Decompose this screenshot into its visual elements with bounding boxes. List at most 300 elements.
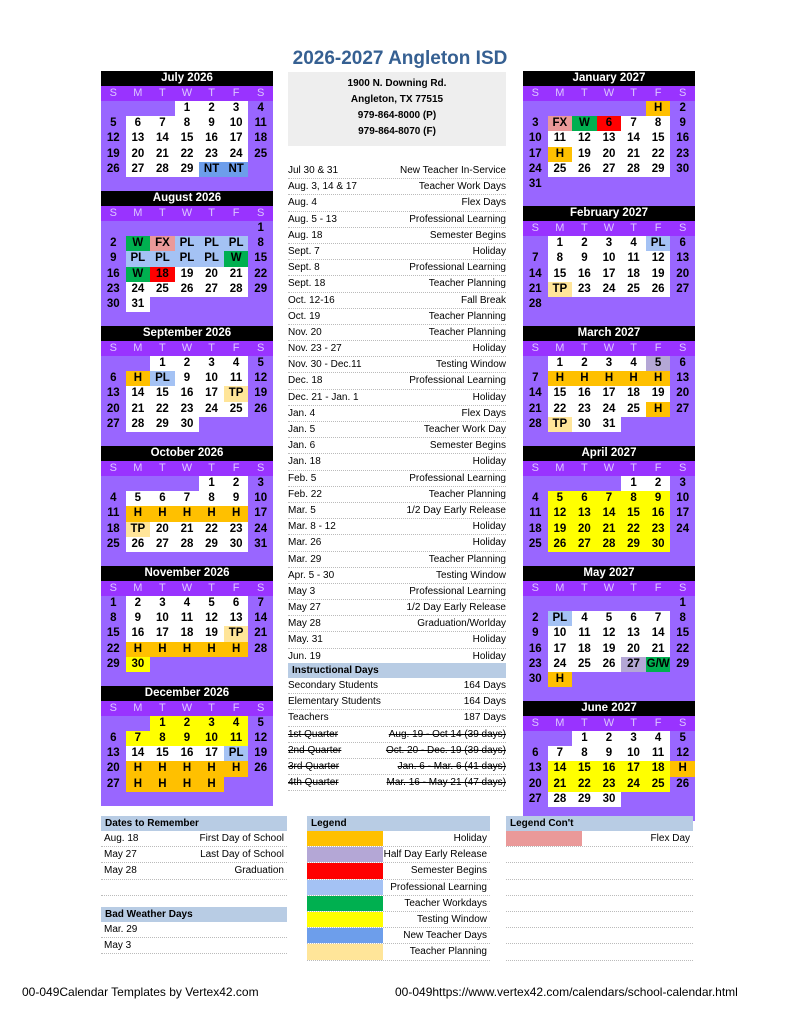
day-cell[interactable]: 16 — [528, 642, 542, 655]
day-cell-marked[interactable]: 8 — [150, 731, 175, 746]
day-cell[interactable]: 19 — [646, 386, 671, 401]
day-cell-marked[interactable]: PL — [646, 236, 671, 251]
day-cell[interactable]: 2 — [224, 476, 249, 491]
day-cell[interactable]: 9 — [126, 611, 151, 626]
day-cell-marked[interactable]: H — [224, 761, 249, 776]
day-cell[interactable]: 1 — [199, 476, 224, 491]
day-cell-marked[interactable]: H — [175, 506, 200, 521]
day-cell-marked[interactable]: H — [175, 777, 200, 792]
day-cell[interactable]: 25 — [621, 402, 646, 417]
day-cell[interactable]: 18 — [621, 267, 646, 282]
day-cell[interactable]: 23 — [199, 147, 224, 162]
day-cell-marked[interactable]: 21 — [548, 777, 573, 792]
day-cell[interactable]: 8 — [646, 116, 671, 131]
day-cell[interactable]: 18 — [254, 132, 268, 145]
day-cell-marked[interactable]: H — [199, 761, 224, 776]
day-cell-marked[interactable]: 13 — [572, 506, 597, 521]
day-cell-marked[interactable]: 9 — [175, 731, 200, 746]
day-cell[interactable]: 12 — [254, 372, 268, 385]
day-cell[interactable]: 28 — [621, 162, 646, 177]
day-cell-marked[interactable]: W — [572, 116, 597, 131]
day-cell[interactable]: 26 — [254, 402, 268, 415]
day-cell-marked[interactable]: H — [548, 147, 573, 162]
day-cell-marked[interactable]: PL — [150, 371, 175, 386]
day-cell-marked[interactable]: PL — [175, 236, 200, 251]
day-cell[interactable]: 8 — [110, 612, 117, 625]
day-cell[interactable]: 16 — [676, 132, 690, 145]
day-cell[interactable]: 12 — [199, 611, 224, 626]
day-cell[interactable]: 30 — [528, 672, 542, 685]
day-cell[interactable]: 29 — [254, 282, 268, 295]
day-cell-marked[interactable]: H — [224, 506, 249, 521]
day-cell[interactable]: 27 — [676, 402, 690, 415]
day-cell-marked[interactable]: H — [126, 777, 151, 792]
day-cell[interactable]: 6 — [621, 611, 646, 626]
day-cell[interactable]: 8 — [199, 491, 224, 506]
day-cell[interactable]: 16 — [175, 386, 200, 401]
day-cell[interactable]: 20 — [199, 267, 224, 282]
day-cell[interactable]: 28 — [175, 537, 200, 552]
day-cell[interactable]: 21 — [621, 147, 646, 162]
day-cell-marked[interactable]: TP — [224, 626, 249, 641]
day-cell[interactable]: 6 — [224, 596, 249, 611]
day-cell-marked[interactable]: 7 — [126, 731, 151, 746]
day-cell[interactable]: 8 — [548, 251, 573, 266]
day-cell[interactable]: 17 — [254, 507, 268, 520]
day-cell[interactable]: 5 — [257, 357, 264, 370]
day-cell[interactable]: 24 — [254, 522, 268, 535]
day-cell-marked[interactable]: 17 — [621, 761, 646, 776]
day-cell-marked[interactable]: 27 — [572, 537, 597, 552]
day-cell[interactable]: 18 — [175, 626, 200, 641]
day-cell[interactable]: 16 — [572, 267, 597, 282]
day-cell[interactable]: 4 — [224, 356, 249, 371]
day-cell[interactable]: 21 — [175, 522, 200, 537]
day-cell[interactable]: 12 — [646, 251, 671, 266]
day-cell-marked[interactable]: G/W — [646, 657, 671, 672]
day-cell[interactable]: 20 — [597, 147, 622, 162]
day-cell[interactable]: 2 — [646, 476, 671, 491]
day-cell[interactable]: 25 — [621, 282, 646, 297]
day-cell[interactable]: 19 — [254, 747, 268, 760]
day-cell[interactable]: 14 — [126, 746, 151, 761]
day-cell[interactable]: 12 — [572, 131, 597, 146]
day-cell-marked[interactable]: NT — [199, 162, 224, 177]
day-cell[interactable]: 25 — [224, 402, 249, 417]
day-cell-marked[interactable]: PL — [150, 251, 175, 266]
day-cell[interactable]: 26 — [676, 777, 690, 790]
day-cell-marked[interactable]: W — [126, 236, 151, 251]
day-cell[interactable]: 13 — [224, 611, 249, 626]
day-cell-marked[interactable]: H — [670, 761, 695, 776]
day-cell[interactable]: 7 — [548, 746, 573, 761]
day-cell[interactable]: 7 — [532, 252, 539, 265]
day-cell[interactable]: 30 — [676, 162, 690, 175]
day-cell[interactable]: 11 — [548, 131, 573, 146]
day-cell[interactable]: 28 — [254, 642, 268, 655]
day-cell[interactable]: 11 — [254, 117, 267, 130]
day-cell[interactable]: 20 — [676, 267, 690, 280]
day-cell[interactable]: 9 — [679, 117, 686, 130]
day-cell[interactable]: 22 — [106, 642, 120, 655]
day-cell[interactable]: 27 — [676, 282, 690, 295]
day-cell[interactable]: 28 — [224, 282, 249, 297]
day-cell[interactable]: 25 — [528, 537, 542, 550]
day-cell[interactable]: 2 — [175, 356, 200, 371]
day-cell[interactable]: 20 — [106, 762, 120, 775]
day-cell[interactable]: 27 — [199, 282, 224, 297]
day-cell[interactable]: 31 — [597, 417, 622, 432]
day-cell[interactable]: 2 — [110, 237, 117, 250]
day-cell[interactable]: 21 — [150, 147, 175, 162]
day-cell[interactable]: 25 — [548, 162, 573, 177]
day-cell[interactable]: 20 — [150, 522, 175, 537]
day-cell[interactable]: 9 — [532, 627, 539, 640]
day-cell[interactable]: 3 — [532, 117, 539, 130]
day-cell[interactable]: 15 — [175, 131, 200, 146]
day-cell-marked[interactable]: W — [224, 251, 249, 266]
day-cell[interactable]: 18 — [572, 642, 597, 657]
day-cell[interactable]: 28 — [528, 297, 542, 310]
day-cell-marked[interactable]: 14 — [548, 761, 573, 776]
day-cell[interactable]: 14 — [254, 612, 268, 625]
day-cell-marked[interactable]: 16 — [646, 506, 671, 521]
day-cell-marked[interactable]: 23 — [597, 777, 622, 792]
day-cell[interactable]: 1 — [175, 101, 200, 116]
day-cell[interactable]: 22 — [175, 147, 200, 162]
day-cell[interactable]: 11 — [621, 251, 646, 266]
day-cell[interactable]: 15 — [150, 746, 175, 761]
day-cell-marked[interactable]: 28 — [597, 537, 622, 552]
day-cell-marked[interactable]: H — [572, 371, 597, 386]
day-cell[interactable]: 4 — [646, 731, 671, 746]
day-cell[interactable]: 13 — [597, 131, 622, 146]
day-cell-marked[interactable]: H — [548, 672, 573, 687]
day-cell[interactable]: 12 — [106, 132, 120, 145]
day-cell-marked[interactable]: 9 — [646, 491, 671, 506]
footer-url[interactable]: 00-049https://www.vertex42.com/calendars/school-calendar.html — [395, 985, 738, 999]
day-cell-marked[interactable]: H — [150, 777, 175, 792]
day-cell[interactable]: 3 — [621, 731, 646, 746]
day-cell[interactable]: 20 — [676, 387, 690, 400]
day-cell-marked[interactable]: 30 — [126, 657, 151, 672]
day-cell[interactable]: 6 — [150, 491, 175, 506]
day-cell[interactable]: 3 — [150, 596, 175, 611]
day-cell[interactable]: 4 — [572, 611, 597, 626]
day-cell-marked[interactable]: 19 — [548, 522, 573, 537]
day-cell[interactable]: 25 — [572, 657, 597, 672]
day-cell[interactable]: 8 — [572, 746, 597, 761]
day-cell[interactable]: 31 — [126, 297, 151, 312]
day-cell[interactable]: 17 — [528, 147, 542, 160]
day-cell[interactable]: 31 — [254, 537, 268, 550]
day-cell-marked[interactable]: H — [150, 642, 175, 657]
day-cell[interactable]: 11 — [646, 746, 671, 761]
day-cell[interactable]: 2 — [199, 101, 224, 116]
day-cell[interactable]: 29 — [106, 657, 120, 670]
day-cell-marked[interactable]: 18 — [646, 761, 671, 776]
day-cell[interactable]: 8 — [175, 116, 200, 131]
day-cell-marked[interactable]: H — [199, 506, 224, 521]
day-cell[interactable]: 30 — [175, 417, 200, 432]
day-cell[interactable]: 29 — [175, 162, 200, 177]
day-cell-marked[interactable]: 5 — [548, 491, 573, 506]
day-cell[interactable]: 17 — [224, 131, 249, 146]
day-cell[interactable]: 24 — [126, 282, 151, 297]
day-cell[interactable]: 28 — [150, 162, 175, 177]
day-cell[interactable]: 24 — [224, 147, 249, 162]
day-cell[interactable]: 29 — [676, 657, 690, 670]
day-cell[interactable]: 10 — [621, 746, 646, 761]
day-cell[interactable]: 3 — [199, 356, 224, 371]
day-cell[interactable]: 15 — [646, 131, 671, 146]
day-cell[interactable]: 27 — [597, 162, 622, 177]
day-cell-marked[interactable]: TP — [126, 522, 151, 537]
day-cell[interactable]: 10 — [199, 371, 224, 386]
day-cell-marked[interactable]: 6 — [597, 116, 622, 131]
day-cell[interactable]: 18 — [106, 522, 120, 535]
day-cell-marked[interactable]: H — [126, 506, 151, 521]
day-cell-marked[interactable]: PL — [199, 251, 224, 266]
day-cell[interactable]: 8 — [679, 612, 686, 625]
day-cell[interactable]: 21 — [528, 402, 542, 415]
day-cell[interactable]: 21 — [254, 627, 268, 640]
day-cell[interactable]: 13 — [676, 252, 690, 265]
day-cell[interactable]: 9 — [597, 746, 622, 761]
day-cell[interactable]: 6 — [679, 357, 686, 370]
day-cell[interactable]: 11 — [224, 371, 249, 386]
day-cell[interactable]: 5 — [199, 596, 224, 611]
day-cell[interactable]: 2 — [126, 596, 151, 611]
day-cell-marked[interactable]: H — [621, 371, 646, 386]
day-cell[interactable]: 25 — [150, 282, 175, 297]
day-cell[interactable]: 1 — [548, 356, 573, 371]
day-cell[interactable]: 10 — [150, 611, 175, 626]
day-cell[interactable]: 16 — [175, 746, 200, 761]
day-cell[interactable]: 9 — [199, 116, 224, 131]
day-cell[interactable]: 22 — [548, 402, 573, 417]
day-cell-marked[interactable]: 16 — [597, 761, 622, 776]
day-cell[interactable]: 4 — [621, 356, 646, 371]
day-cell-marked[interactable]: PL — [126, 251, 151, 266]
day-cell[interactable]: 27 — [106, 417, 120, 430]
day-cell[interactable]: 16 — [572, 386, 597, 401]
day-cell[interactable]: 10 — [676, 492, 690, 505]
day-cell[interactable]: 16 — [199, 131, 224, 146]
day-cell[interactable]: 19 — [646, 267, 671, 282]
day-cell[interactable]: 12 — [676, 747, 690, 760]
day-cell[interactable]: 20 — [126, 147, 151, 162]
day-cell[interactable]: 24 — [548, 657, 573, 672]
day-cell[interactable]: 14 — [528, 267, 542, 280]
day-cell-marked[interactable]: H — [597, 371, 622, 386]
day-cell[interactable]: 24 — [597, 282, 622, 297]
day-cell-marked[interactable]: 22 — [572, 777, 597, 792]
day-cell[interactable]: 26 — [646, 282, 671, 297]
day-cell[interactable]: 22 — [676, 642, 690, 655]
day-cell-marked[interactable]: H — [646, 371, 671, 386]
day-cell[interactable]: 24 — [676, 522, 690, 535]
day-cell-marked[interactable]: TP — [548, 282, 573, 297]
day-cell-marked[interactable]: H — [646, 101, 671, 116]
day-cell[interactable]: 5 — [126, 491, 151, 506]
day-cell[interactable]: 5 — [110, 117, 117, 130]
day-cell-marked[interactable]: H — [199, 642, 224, 657]
day-cell[interactable]: 26 — [126, 537, 151, 552]
day-cell[interactable]: 30 — [224, 537, 249, 552]
day-cell[interactable]: 7 — [621, 116, 646, 131]
day-cell-marked[interactable]: 18 — [150, 267, 175, 282]
day-cell[interactable]: 17 — [676, 507, 690, 520]
day-cell[interactable]: 19 — [597, 642, 622, 657]
day-cell[interactable]: 1 — [257, 221, 264, 234]
day-cell-marked[interactable]: 4 — [224, 716, 249, 731]
day-cell[interactable]: 14 — [646, 626, 671, 641]
day-cell[interactable]: 6 — [679, 237, 686, 250]
day-cell[interactable]: 24 — [199, 402, 224, 417]
day-cell-marked[interactable]: H — [224, 642, 249, 657]
day-cell[interactable]: 25 — [106, 537, 120, 550]
day-cell[interactable]: 25 — [254, 147, 268, 160]
day-cell[interactable]: 13 — [528, 762, 542, 775]
day-cell-marked[interactable]: 25 — [646, 777, 671, 792]
day-cell[interactable]: 3 — [679, 477, 686, 489]
day-cell[interactable]: 18 — [621, 386, 646, 401]
day-cell-marked[interactable]: H — [150, 761, 175, 776]
day-cell[interactable]: 20 — [621, 642, 646, 657]
day-cell-marked[interactable]: 12 — [548, 506, 573, 521]
day-cell[interactable]: 15 — [548, 267, 573, 282]
day-cell[interactable]: 27 — [106, 777, 120, 790]
day-cell[interactable]: 4 — [621, 236, 646, 251]
day-cell-marked[interactable]: H — [646, 402, 671, 417]
day-cell[interactable]: 19 — [254, 387, 268, 400]
day-cell[interactable]: 13 — [106, 747, 120, 760]
day-cell[interactable]: 22 — [199, 522, 224, 537]
day-cell[interactable]: 17 — [597, 267, 622, 282]
day-cell-marked[interactable]: H — [199, 777, 224, 792]
day-cell-marked[interactable]: H — [126, 371, 151, 386]
day-cell[interactable]: 7 — [646, 611, 671, 626]
day-cell[interactable]: 29 — [572, 792, 597, 807]
day-cell[interactable]: 8 — [257, 237, 264, 250]
day-cell[interactable]: 15 — [106, 627, 120, 640]
day-cell-marked[interactable]: 8 — [621, 491, 646, 506]
day-cell[interactable]: 7 — [532, 372, 539, 385]
day-cell-marked[interactable]: 6 — [572, 491, 597, 506]
day-cell[interactable]: 7 — [257, 596, 264, 609]
day-cell-marked[interactable]: H — [175, 761, 200, 776]
day-cell-marked[interactable]: 24 — [621, 777, 646, 792]
day-cell[interactable]: 30 — [572, 417, 597, 432]
day-cell[interactable]: 14 — [126, 386, 151, 401]
day-cell[interactable]: 9 — [175, 371, 200, 386]
day-cell[interactable]: 17 — [548, 642, 573, 657]
day-cell[interactable]: 28 — [126, 417, 151, 432]
day-cell[interactable]: 15 — [254, 252, 268, 265]
day-cell[interactable]: 19 — [175, 267, 200, 282]
day-cell[interactable]: 20 — [106, 402, 120, 415]
day-cell-marked[interactable]: 11 — [224, 731, 249, 746]
day-cell[interactable]: 22 — [254, 267, 268, 280]
day-cell-marked[interactable]: PL — [224, 746, 249, 761]
day-cell[interactable]: 17 — [150, 626, 175, 641]
day-cell[interactable]: 6 — [110, 372, 117, 385]
day-cell[interactable]: 6 — [110, 732, 117, 745]
day-cell[interactable]: 30 — [106, 297, 120, 310]
day-cell[interactable]: 16 — [126, 626, 151, 641]
day-cell[interactable]: 3 — [597, 356, 622, 371]
day-cell[interactable]: 26 — [572, 162, 597, 177]
day-cell[interactable]: 6 — [126, 116, 151, 131]
day-cell-marked[interactable]: 26 — [548, 537, 573, 552]
day-cell[interactable]: 22 — [646, 147, 671, 162]
day-cell[interactable]: 10 — [254, 492, 268, 505]
day-cell[interactable]: 7 — [175, 491, 200, 506]
day-cell[interactable]: 14 — [621, 131, 646, 146]
day-cell-marked[interactable]: PL — [199, 236, 224, 251]
day-cell[interactable]: 3 — [224, 101, 249, 116]
day-cell[interactable]: 26 — [106, 162, 120, 175]
day-cell[interactable]: 14 — [150, 131, 175, 146]
day-cell[interactable]: 13 — [126, 131, 151, 146]
day-cell[interactable]: 27 — [528, 792, 542, 805]
day-cell[interactable]: 5 — [679, 732, 686, 745]
day-cell[interactable]: 7 — [150, 116, 175, 131]
day-cell[interactable]: 14 — [528, 387, 542, 400]
day-cell[interactable]: 23 — [106, 282, 120, 295]
day-cell[interactable]: 9 — [110, 252, 117, 265]
day-cell-marked[interactable]: 10 — [199, 731, 224, 746]
day-cell[interactable]: 10 — [224, 116, 249, 131]
day-cell[interactable]: 4 — [257, 102, 264, 114]
day-cell-marked[interactable]: H — [126, 761, 151, 776]
day-cell[interactable]: 30 — [597, 792, 622, 807]
day-cell[interactable]: 5 — [257, 716, 264, 729]
day-cell[interactable]: 1 — [679, 596, 686, 609]
day-cell[interactable]: 2 — [572, 236, 597, 251]
day-cell[interactable]: 6 — [532, 747, 539, 760]
day-cell[interactable]: 29 — [150, 417, 175, 432]
day-cell-marked[interactable]: 2 — [175, 716, 200, 731]
day-cell[interactable]: 1 — [572, 731, 597, 746]
day-cell[interactable]: 27 — [126, 162, 151, 177]
day-cell[interactable]: 20 — [528, 777, 542, 790]
day-cell-marked[interactable]: 22 — [621, 522, 646, 537]
day-cell-marked[interactable]: 5 — [646, 356, 671, 371]
day-cell-marked[interactable]: H — [126, 642, 151, 657]
day-cell-marked[interactable]: 23 — [646, 522, 671, 537]
day-cell[interactable]: 1 — [150, 356, 175, 371]
day-cell[interactable]: 13 — [621, 626, 646, 641]
day-cell[interactable]: 4 — [175, 596, 200, 611]
day-cell[interactable]: 17 — [199, 746, 224, 761]
day-cell[interactable]: 17 — [199, 386, 224, 401]
day-cell[interactable]: 9 — [224, 491, 249, 506]
day-cell-marked[interactable]: 27 — [621, 657, 646, 672]
day-cell[interactable]: 1 — [548, 236, 573, 251]
day-cell[interactable]: 10 — [597, 251, 622, 266]
day-cell-marked[interactable]: W — [126, 267, 151, 282]
day-cell[interactable]: 21 — [224, 267, 249, 282]
day-cell[interactable]: 10 — [528, 132, 542, 145]
day-cell-marked[interactable]: 15 — [572, 761, 597, 776]
day-cell-marked[interactable]: PL — [548, 611, 573, 626]
day-cell-marked[interactable]: 30 — [646, 537, 671, 552]
day-cell-marked[interactable]: H — [175, 642, 200, 657]
day-cell[interactable]: 22 — [150, 402, 175, 417]
day-cell-marked[interactable]: 3 — [199, 716, 224, 731]
